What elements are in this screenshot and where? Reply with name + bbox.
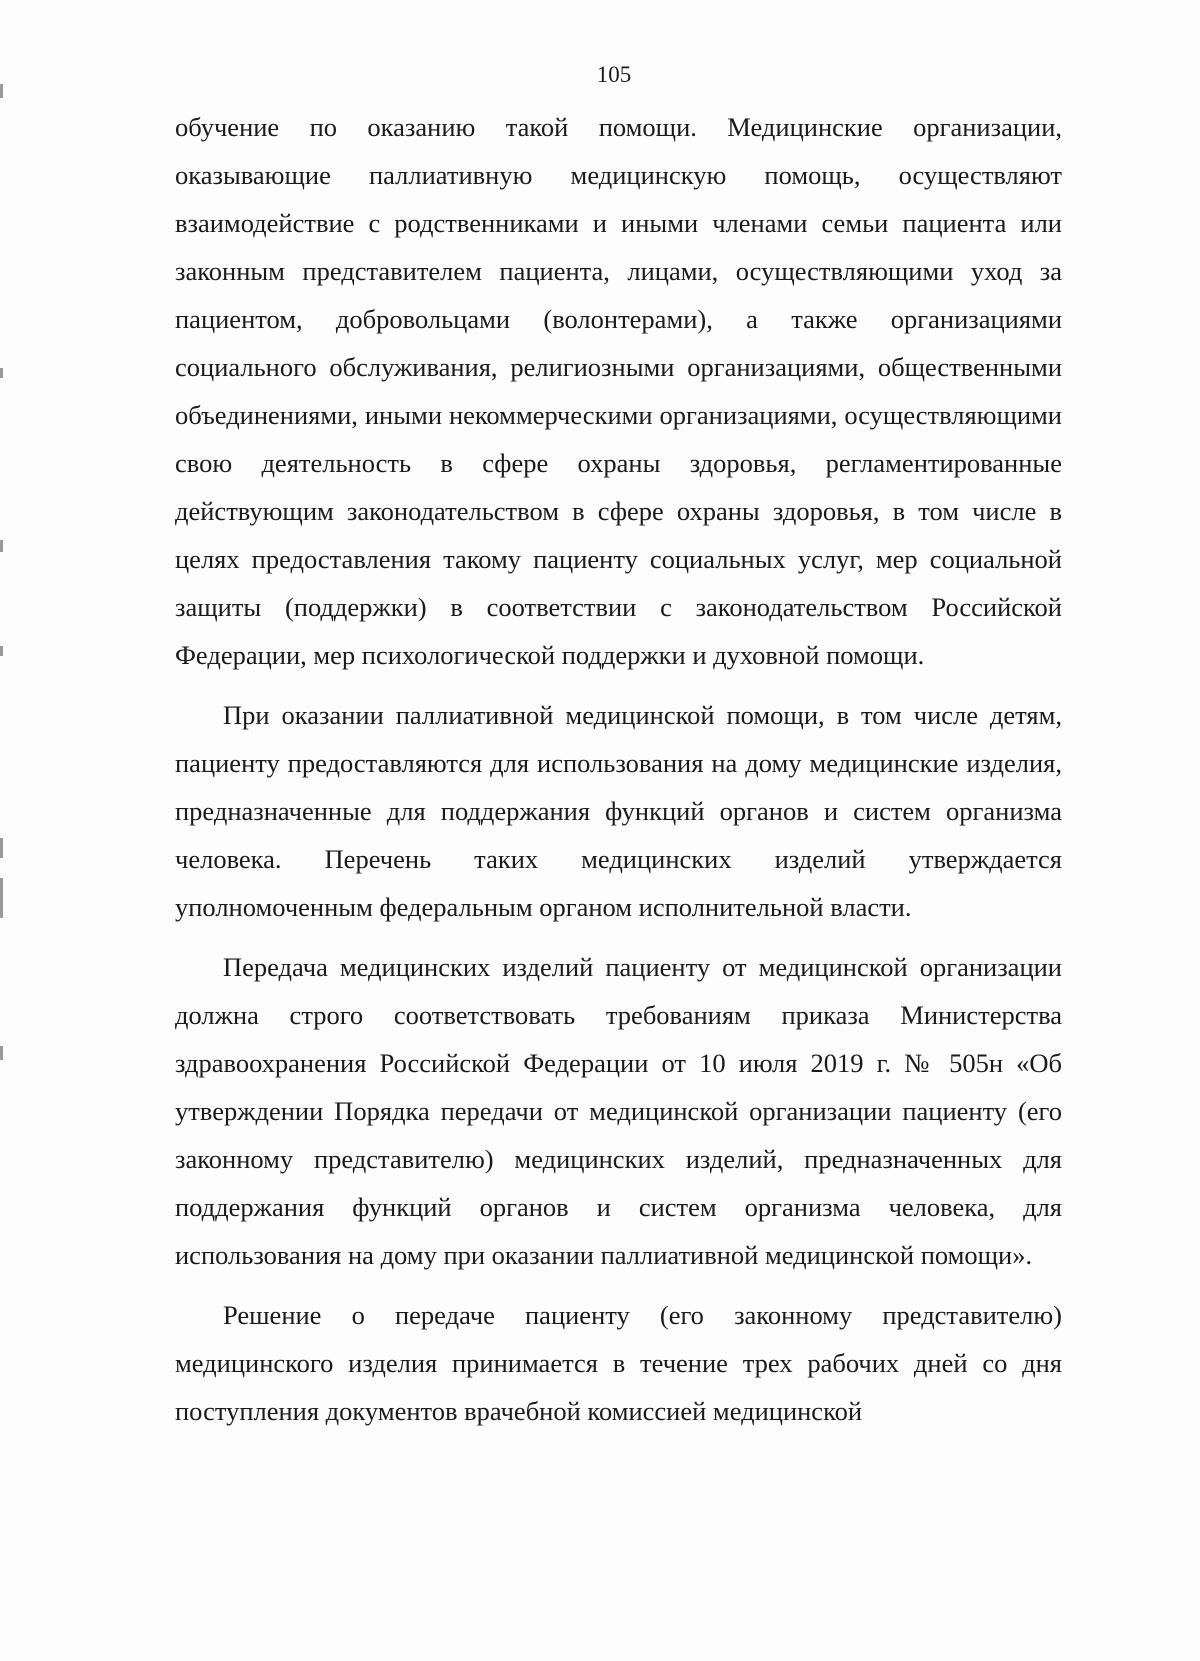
- scan-mark: [0, 368, 3, 378]
- document-body: [175, 103, 1062, 1435]
- scan-mark: [0, 646, 3, 656]
- scan-mark: [0, 838, 3, 858]
- page-number: 105: [596, 62, 632, 87]
- scan-mark: [0, 1046, 3, 1060]
- paragraph: обучение по оказанию такой помощи. Медицинские организации, оказывающие паллиативную медицинскую помощь, осуществляют взаимодействие с родственниками и иными членами семьи пациента или законным представителем пациента, лицами, осуществляющими уход за пациентом, добровольцами (волонтерами), а также организациями социального обслуживания, религиозными организациями, общественными объединениями, иными некоммерческими организациями, осуществляющими свою деятельность в сфере охраны здоровья, регламентированные действующим законодательством в сфере охраны здоровья, в том числе в целях предоставления такому пациенту социальных услуг, мер социальной защиты (поддержки) в соответствии с законодательством Российской Федерации, мер психологической поддержки и духовной помощи.: [175, 112, 1062, 670]
- paragraph: Передача медицинских изделий пациенту от медицинской организации должна строго соответствовать требованиям приказа Министерства здравоохранения Российской Федерации от 10 июля 2019 г. № 505н «Об утверждении Порядка передачи от медицинской организации пациенту (его законному представителю) медицинских изделий, предназначенных для поддержания функций органов и систем организма человека, для использования на дому при оказании паллиативной медицинской помощи».: [175, 952, 1062, 1270]
- scan-mark: [0, 540, 3, 552]
- paragraph: При оказании паллиативной медицинской помощи, в том числе детям, пациенту предоставляются для использования на дому медицинские изделия, предназначенные для поддержания функций органов и систем организма человека. Перечень таких медицинских изделий утверждается уполномоченным федеральным органом исполнительной власти.: [175, 700, 1062, 922]
- scan-edge-marks: [0, 0, 6, 1661]
- paragraph: Решение о передаче пациенту (его законному представителю) медицинского изделия принимается в течение трех рабочих дней со дня поступления документов врачебной комиссией медицинской: [175, 1300, 1062, 1426]
- scan-mark: [0, 878, 3, 918]
- scan-mark: [0, 84, 3, 98]
